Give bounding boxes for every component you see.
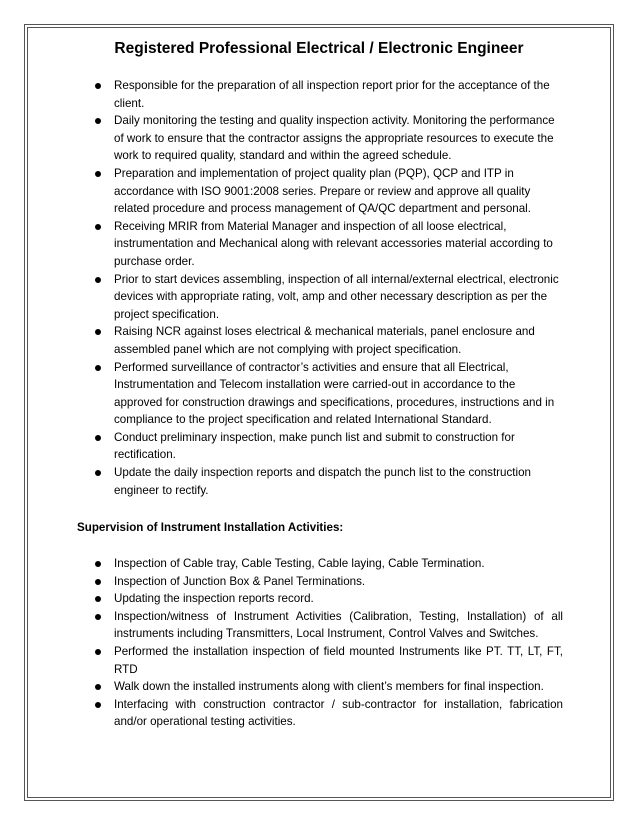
section-heading-instrument-supervision: Supervision of Instrument Installation Activities:: [77, 521, 344, 534]
list-item: [114, 218, 563, 271]
list-item-text: Performed surveillance of contractor’s activities and ensure that all Electrical, Instrumentation and Telecom installation were carried-out in accordance to the approved for construction drawings and specifications, procedures, instructions and in compliance to the project specification and related International Standard.: [114, 360, 555, 427]
list-item-text: Conduct preliminary inspection, make punch list and submit to construction for rectification.: [114, 430, 515, 462]
list-item: [114, 77, 563, 112]
list-item-text: Update the daily inspection reports and dispatch the punch list to the construction engineer to rectify.: [114, 466, 531, 497]
list-item-text: Walk down the installed instruments along with client’s members for final inspection.: [114, 680, 544, 694]
list-item-text: Preparation and implementation of project quality plan (PQP), QCP and ITP in accordance with ISO 9001:2008 series. Prepare or review and approve all quality related procedure and process management of QA/QC department and personal.: [114, 166, 531, 216]
list-item-text: Performed the installation inspection of field mounted Instruments like PT. TT, LT, FT, RTD: [114, 644, 563, 676]
list-item: [114, 429, 563, 464]
list-item-text: Inspection of Cable tray, Cable Testing, Cable laying, Cable Termination.: [114, 557, 485, 570]
list-item: [114, 643, 563, 678]
bullet-icon: [95, 702, 101, 708]
bullet-icon: [95, 365, 101, 371]
bullet-icon: [95, 277, 101, 283]
list-item: [114, 112, 563, 165]
list-item: [114, 573, 563, 591]
bullet-icon: [95, 171, 101, 177]
bullet-icon: [95, 561, 101, 567]
list-item: [114, 359, 563, 429]
list-item-text: Updating the inspection reports record.: [114, 592, 314, 606]
list-item: [114, 678, 563, 696]
list-item-text: Receiving MRIR from Material Manager and inspection of all loose electrical, instrumentation and Mechanical along with relevant accessories material according to purchase order.: [114, 219, 553, 268]
bullet-icon: [95, 224, 101, 230]
list-item-text: Prior to start devices assembling, inspection of all internal/external electrical, electronic devices with appropriate rating, volt, amp and other necessary description as per the project specification.: [114, 272, 559, 321]
bullet-icon: [95, 649, 101, 655]
list-item-text: Responsible for the preparation of all inspection report prior for the acceptance of the client.: [114, 79, 550, 110]
responsibilities-list: [114, 77, 563, 499]
list-item-text: Raising NCR against loses electrical & mechanical materials, panel enclosure and assembled panel which are not complying with project specification.: [114, 325, 535, 356]
instrument-activities-list: [114, 555, 563, 731]
list-item: [114, 271, 563, 324]
bullet-icon: [95, 579, 101, 585]
bullet-icon: [95, 83, 101, 89]
list-item-text: Inspection of Junction Box & Panel Terminations.: [114, 574, 366, 588]
list-item: [114, 696, 563, 731]
bullet-icon: [95, 435, 101, 441]
list-item: [114, 590, 563, 608]
list-item: [114, 464, 563, 499]
list-item: [114, 165, 563, 218]
list-item-text: Interfacing with construction contractor / sub-contractor for installation, fabrication and/or operational testing activities.: [114, 697, 563, 729]
list-item: [114, 323, 563, 358]
list-item-text: Daily monitoring the testing and quality inspection activity. Monitoring the performance of work to ensure that the contractor assigns the appropriate resources to execute the work to required quality, standard and within the agreed schedule.: [114, 114, 555, 163]
list-item: [114, 608, 563, 643]
page-title: Registered Professional Electrical / Electronic Engineer: [114, 40, 524, 57]
list-item: [114, 555, 563, 573]
bullet-icon: [95, 614, 101, 620]
list-item-text: Inspection/witness of Instrument Activities (Calibration, Testing, Installation) of all instruments including Transmitters, Local Instrument, Control Valves and Switches.: [114, 609, 563, 641]
